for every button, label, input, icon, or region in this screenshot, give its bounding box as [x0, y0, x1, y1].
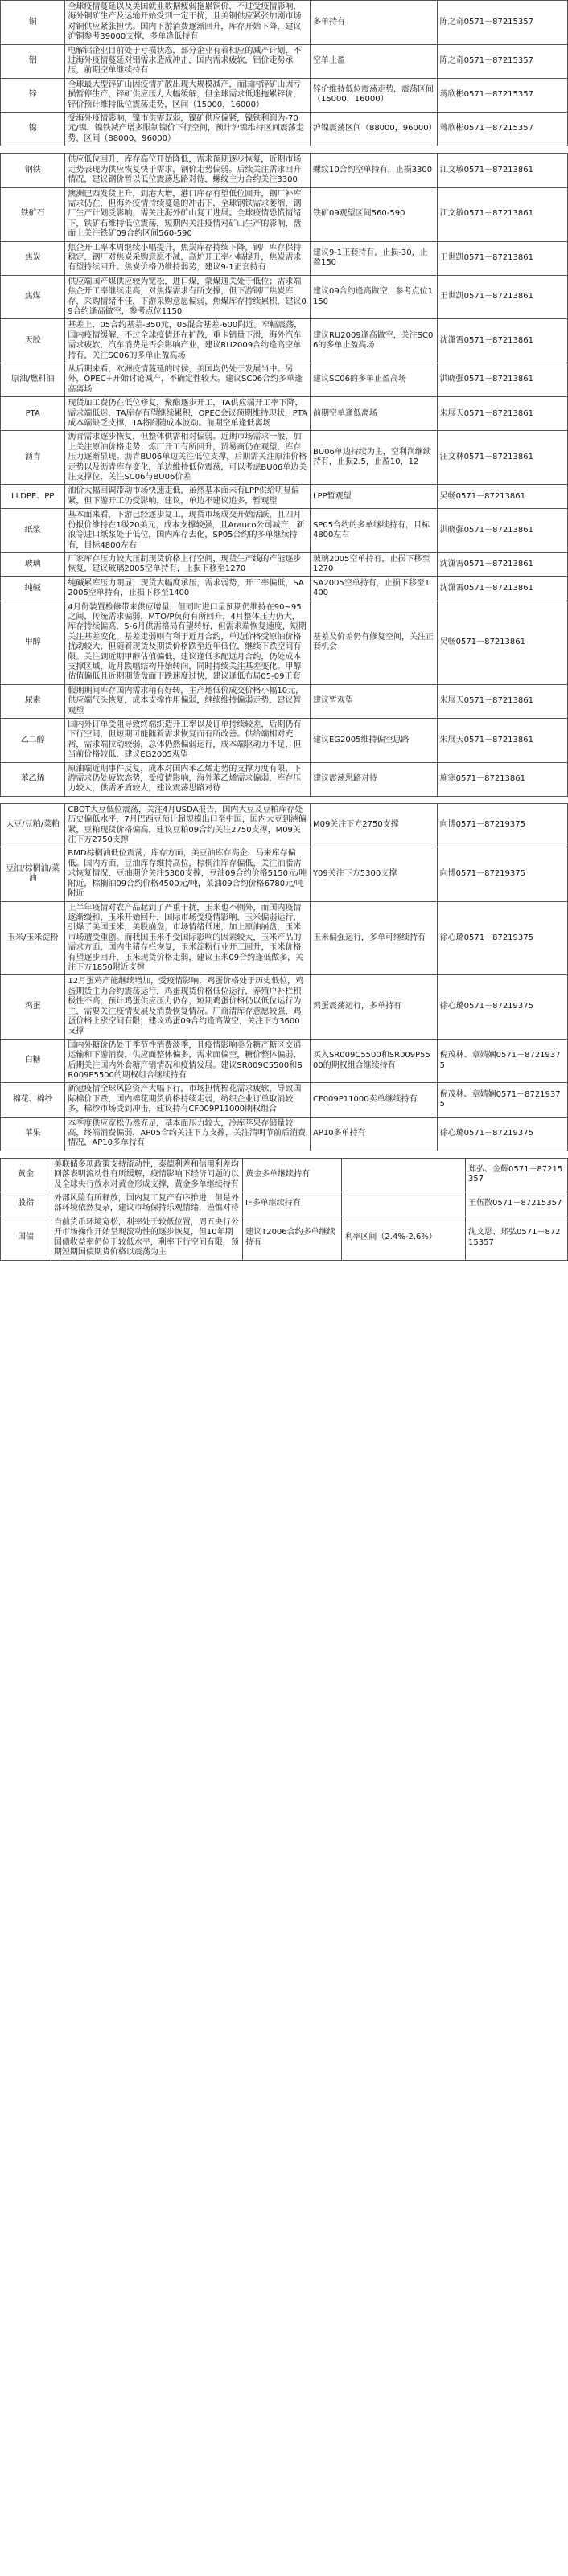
analyst-contact: 洪晓强0571－87213861: [437, 509, 567, 553]
table-row: [1, 509, 568, 553]
market-view: 假期期间库存国内需求稍有好转，主产地低价成交价格小幅10元，供应端气头恢复，成本支撑作用偏弱，继续维持偏弱走势，建议暂观望: [65, 684, 311, 718]
analyst-contact: 陈之奇0571－87215357: [437, 1, 567, 45]
analyst-contact: 徐心璐0571－87219375: [437, 1117, 567, 1151]
section-gap: [0, 146, 568, 153]
commodity-name: 焦炭: [1, 241, 65, 275]
table-row: [1, 762, 568, 796]
strategy: 黄金多单继续持有: [243, 1158, 342, 1192]
strategy: 沪镍震荡区间（88000，96000）: [310, 113, 437, 146]
table-row: [1, 1216, 568, 1260]
table-row: [1, 847, 568, 901]
analyst-contact: 郑弘、金辉0571－87215357: [466, 1158, 568, 1192]
market-view: 全球最大型锌矿山因疫情扩散出现大规模减产，而国内锌矿山因亏损暂停生产，锌矿供应压力大幅缓解，但全球需求低迷拖累锌价，锌价预计维持低位震荡走势，区间（15000，16000）: [65, 78, 311, 112]
market-view: 基差上，05合约基差-350元，05混合基差-600附近。窄幅震荡，国内疫情缓解，不过全球疫情还在扩散，重卡销量下滑，海外汽车需求疲软，汽车消费是否会影响产业，建议RU2009合约逢高空单持有，关注SC06的多单止盈高场: [65, 319, 311, 363]
commodity-name: 纯碱: [1, 576, 65, 601]
market-view: 上半年疫情对农产品起到了严重干扰，玉米也不例外，而国内疫情逐渐缓和，玉米开始回升，国际市场受疫情影响，玉米偏弱运行，引爆了美国玉米，美股崩盘，市场情绪低迷，加上原油崩盘，玉米市场遭受重创。而我国玉米不受国际影响的因素较大，玉米产品的需求方面，国内生猪存栏恢复，玉米淀粉行业开工回升，玉米价格有望逐步回升，玉米现货价格走弱，建议玉米09合约逢低做多，关注下方1850附近支撑: [65, 901, 311, 975]
commodity-name: 苹果: [1, 1117, 65, 1151]
commodity-name: 国债: [1, 1216, 51, 1260]
market-view: 美联储多项政策支持流动性，泰德利差和信用利差均回落表明流动性有所缓解，疫情影响下经济问题的以及全球央行放水对黄金形成支撑，黄金多单继续持有: [51, 1158, 242, 1192]
strategy: M09关注下方2750支撑: [310, 803, 437, 847]
analyst-contact: 徐心璐0571－87219375: [437, 901, 567, 975]
analyst-contact: 朱展天0571－87213861: [437, 719, 567, 763]
market-view: 全球疫情蔓延以及美国就业数据疲弱拖累铜价，不过受疫情影响，海外铜矿生产及运输开始受到一定干扰，且美铜供应紧张加剧市场对铜供应紧张担忧。国内下游消费逐渐回升，库存开始下降，建议沪铜参考39000支撑，多单逢低持有: [65, 1, 311, 45]
finance-table: [0, 1158, 568, 1261]
analyst-contact: 汪文林0571－87213861: [437, 431, 567, 485]
analyst-contact: 向博0571－87219375: [437, 803, 567, 847]
commodity-name: PTA: [1, 397, 65, 431]
analyst-contact: 沈潇霄0571－87213861: [437, 319, 567, 363]
analyst-contact: 向博0571－87219375: [437, 847, 567, 901]
commodity-name: 豆油/棕榈油/菜油: [1, 847, 65, 901]
commodity-name: 钢铁: [1, 154, 65, 187]
table-row: [1, 975, 568, 1039]
commodity-name: 甲醇: [1, 601, 65, 684]
market-view: 现货加工费仍在低位修复，聚酯逐步开工，TA供应端开工率下降，需求端低迷，TA库存有望继续累积，OPEC会议预期维持现状，PTA成本端缺乏支撑，TA将跟随成本波动。前期空单逢低离场: [65, 397, 311, 431]
market-view: 澳洲巴西发货上升，到港大增，港口库存有望低位回升，钢厂补库需求仍在，但海外疫情持续蔓延的冲击下，全球钢铁需求萎缩，钢厂生产计划受影响，需关注海外矿山复工进展。全球疫情恐慌情绪下，铁矿石维持低位震荡，短期内关注疫情对矿山生产的影响，盘面上关注铁矿09合约区间560-590: [65, 187, 311, 241]
commodity-name: 苯乙烯: [1, 762, 65, 796]
table-row: [1, 319, 568, 363]
table-row: [1, 78, 568, 112]
section-gap: [0, 1151, 568, 1158]
commodity-name: 乙二醇: [1, 719, 65, 763]
analyst-contact: 王世凯0571－87213861: [437, 275, 567, 319]
black-table: [0, 153, 568, 797]
table-row: [1, 397, 568, 431]
strategy: 建议SC06的多单止盈高场: [310, 363, 437, 397]
table-row: [1, 719, 568, 763]
table-row: [1, 44, 568, 78]
table-row: [1, 601, 568, 684]
analyst-contact: 江文敏0571－87213861: [437, 187, 567, 241]
commodity-name: 大豆/豆粕/菜粕: [1, 803, 65, 847]
table-row: [1, 113, 568, 146]
commodity-name: 天胶: [1, 319, 65, 363]
market-view: 电解铝企业目前处于亏损状态，部分企业有着相应的减产计划，不过海外疫情蔓延对铝需求造成冲击，国内需求疲软，铝价走势承压，前期空单继续持有: [65, 44, 311, 78]
market-view: 新冠疫情全球风险资产大幅下行，市场担忧棉花需求疲软，导致国际棉价下跌，国内棉花期货价格持续走弱，纺织企业订单取消较多，棉纱市场受到冲击，建议持有CF009P11000期权组合: [65, 1083, 311, 1117]
market-view: 4月份装置检修带来供应增量，但同时进口量预期仍维持在90~95之间，传统需求偏弱，MTO/P负荷有所回升，4月整体压力仍大，库存持续偏高，5-6月供需格局有望转好，但需求端恢复速度，短期关注基差变化。基差走弱则有利于近月合约，单边价格受原油价格扰动较大，但随着现货及期货价格跌至近年低位，继续下跌空间有限。关注到近期甲醇估值偏低，建议逢低多配远月合约，仍处成本支撑区域，近月跌幅结构开始转向，同时持续关注基差变化。甲醇估值偏低且近期期货盘面下跌速度过快，建议逢低布局05-09正套: [65, 601, 311, 684]
analyst-contact: 施寒0571－87213861: [437, 762, 567, 796]
table-row: [1, 576, 568, 601]
table-row: [1, 431, 568, 485]
market-view: CBOT大豆低位震荡，关注4月USDA报告，国内大豆及豆粕库存处历史偏低水平，7月巴西豆预计超规模出口至中国，国内大豆到港偏紧，豆粕现货价格偏高，建议豆粕09合约关注2750支撑，M09关注下方2750支撑: [65, 803, 311, 847]
analyst-contact: 吴畅0571－87213861: [437, 601, 567, 684]
commodity-name: 纸浆: [1, 509, 65, 553]
strategy: 鸡蛋震荡运行，多单持有: [310, 975, 437, 1039]
analyst-contact: 沈文思、郑弘0571－87215357: [466, 1216, 568, 1260]
strategy: 基差及价差仍有修复空间，关注正套机会: [310, 601, 437, 684]
table-row: [1, 363, 568, 397]
commodity-name: 玻璃: [1, 552, 65, 576]
commodity-name: 铜: [1, 1, 65, 45]
table-row: [1, 1117, 568, 1151]
strategy: Y09关注下方5300支撑: [310, 847, 437, 901]
table-row: [1, 901, 568, 975]
market-view: 12月蛋鸡产能继续增加，受疫情影响，鸡蛋价格处于历史低位，鸡蛋期货主力合约震荡运行，鸡蛋现货价格低位运行，养殖户补栏积极性不高，预计鸡蛋供应压力仍存，短期鸡蛋价格仍以低位运行为主，需要关注疫情发展及消费恢复情况。厂商清库存意愿较强，鸡蛋价格上涨空间有限，建议鸡蛋09合约逢高做空，关注下方3600支撑: [65, 975, 311, 1039]
strategy: 建议09合约逢高做空，参考点位1150: [310, 275, 437, 319]
market-view: 供应端国产煤供应较为宽松，进口煤，蒙煤通关处于低位；需求端焦企开工率继续走高，对焦煤需求有所支撑，但下游钢厂焦炭库存，采购情绪不佳，下游采购意愿偏弱，焦煤库存持续累积，建议09合约逢高做空，参考点位1150: [65, 275, 311, 319]
strategy: LPP暂观望: [310, 485, 437, 509]
strategy: 锌价维持低位震荡走势，震荡区间（15000，16000）: [310, 78, 437, 112]
strategy: 建议暂观望: [310, 684, 437, 718]
extra-note: [342, 1192, 466, 1216]
analyst-contact: 蒋欣彬0571－87215357: [437, 113, 567, 146]
strategy: 买入SR009C5500和SR009P5500的期权组合继续持有: [310, 1039, 437, 1083]
analyst-contact: 吴畅0571－87213861: [437, 485, 567, 509]
analyst-contact: 陈之奇0571－87215357: [437, 44, 567, 78]
strategy: 铁矿09观望区间560-590: [310, 187, 437, 241]
strategy: 建议T2006合约多单继续持有: [243, 1216, 342, 1260]
market-view: 焦企开工率本周继续小幅提升，焦炭库存持续下降，钢厂库存保持稳定，钢厂对焦炭采购意愿不减，高炉开工率小幅提升，焦炭需求有望持续回升。焦炭价格仍维持弱势，建议9-1正套持有: [65, 241, 311, 275]
commodity-name: 棉花、棉纱: [1, 1083, 65, 1117]
strategy: SP05合约的多单继续持有，目标4800左右: [310, 509, 437, 553]
analyst-contact: 朱展天0571－87213861: [437, 684, 567, 718]
commodity-name: 铝: [1, 44, 65, 78]
market-view: 外部风险有所释放，国内复工复产有序推进，但是外部环境依然复杂，建议市场保持乐观情绪，谨慎对待: [51, 1192, 242, 1216]
commodity-name: 原油/燃料油: [1, 363, 65, 397]
analyst-contact: 蒋欣彬0571－87215357: [437, 78, 567, 112]
agri-table: [0, 803, 568, 1151]
table-row: [1, 154, 568, 187]
strategy: 建议RU2009逢高做空，关注SC06的多单止盈高场: [310, 319, 437, 363]
strategy: 多单持有: [310, 1, 437, 45]
analyst-contact: 王伍散0571－87215357: [466, 1192, 568, 1216]
strategy: AP10多单持有: [310, 1117, 437, 1151]
analyst-contact: 江文敏0571－87213861: [437, 154, 567, 187]
analyst-contact: 沈潇霄0571－87213861: [437, 576, 567, 601]
analyst-contact: 沈潇霄0571－87213861: [437, 552, 567, 576]
analyst-contact: 徐心璐0571－87219375: [437, 975, 567, 1039]
commodity-name: 股指: [1, 1192, 51, 1216]
table-row: [1, 275, 568, 319]
commodity-name: 尿素: [1, 684, 65, 718]
commodity-name: 玉米/玉米淀粉: [1, 901, 65, 975]
strategy: 建议EG2005维持偏空思路: [310, 719, 437, 763]
analyst-contact: 王世凯0571－87213861: [437, 241, 567, 275]
strategy: 螺纹10合约空单持有，止损3300: [310, 154, 437, 187]
analyst-contact: 倪茂林、章婧娴0571－87219375: [437, 1039, 567, 1083]
table-row: [1, 485, 568, 509]
market-view: 纯碱累库压力明显，现货大幅度承压，需求弱势，开工率偏低，SA2005空单持有，止损下移至1400: [65, 576, 311, 601]
commodity-name: 黄金: [1, 1158, 51, 1192]
strategy: 玻璃2005空单持有，止损下移至1270: [310, 552, 437, 576]
table-row: [1, 1192, 568, 1216]
table-row: [1, 241, 568, 275]
table-row: [1, 1083, 568, 1117]
strategy: 建议9-1正套持有，止损-30，止盈150: [310, 241, 437, 275]
commodity-name: 焦煤: [1, 275, 65, 319]
market-view: 基本面来看，下游已经逐步复工，现货市场成交开始活跃，且四月份报价维持在1级20美元，成本支撑较强，且Arauco公司减产，新浪等进口纸浆处于低位，国内库存去化，SP05合约的多单继续持有，目标4800左右: [65, 509, 311, 553]
market-view: 供应低位回升，库存高位开始降低，需求预期逐步恢复，近期市场走势表现为供应恢复快于需求，钢价走势偏弱。后续关注需求回升情况，建议钢价暂以低位震荡思路对待，螺纹主力合约关注3300: [65, 154, 311, 187]
strategy: SA2005空单持有，止损下移至1400: [310, 576, 437, 601]
commodity-name: 镍: [1, 113, 65, 146]
table-row: [1, 1158, 568, 1192]
analyst-contact: 洪晓强0571－87213861: [437, 363, 567, 397]
strategy: 建议震荡思路对待: [310, 762, 437, 796]
analyst-contact: 朱展天0571－87213861: [437, 397, 567, 431]
market-view: 油价大幅回调带动市场快速走低，虽然基本面未有LPP供给明显偏紧，但下游开工仍受影响，建议，单边不建议追多，暂观望: [65, 485, 311, 509]
strategy: BU06单边持续为主，空利润继续持有，止损2.5，止盈10，12: [310, 431, 437, 485]
strategy: 玉米偏强运行，多单可继续持有: [310, 901, 437, 975]
metals-table: [0, 0, 568, 146]
strategy: 前期空单逢低离场: [310, 397, 437, 431]
table-row: [1, 684, 568, 718]
market-view: 本季度供应宽松仍然充足，基本面压力较大，冷库苹果存储量较高，终端消费偏弱，AP05合约关注下方支撑，关注清明节前后消费情况，AP10多单持有: [65, 1117, 311, 1151]
commodity-name: LLDPE、PP: [1, 485, 65, 509]
table-row: [1, 1039, 568, 1083]
market-view: 厂家库存压力较大压制现货价格上行空间，现货生产线的产能逐步恢复，建议玻璃2005空单持有，止损下移至1270: [65, 552, 311, 576]
market-view: 沥青需求逐步恢复，但整体供需相对偏弱。近期市场需求一般，加上关注原油价格走势；炼厂开工有所回升，贸易商仍在观望，库存压力逐渐显现。沥青BU06单边关注低位支撑，后期需关注原油价格走势以及沥青库存变化，单边维持低位震荡，可以考虑BU06单边关注支撑位，关注SC06与BU06价差: [65, 431, 311, 485]
market-view: 国内外订单受阻导致终端织造开工率以及订单持续较差，后期仍有下行空间，但短期可能随着需求恢复而有所改善。供给端相对充裕，需求端拉动较弱，总体仍然偏弱运行，成本端驱动力不足，但当前价格较低，建议EG2005观望: [65, 719, 311, 763]
market-view: BMD棕榈油低位震荡，库存方面，美豆油库存高企，马来库存偏低。国内方面，豆油库存维持高位，棕榈油库存偏低，关注油脂需求恢复情况，豆油期价关注5300支撑，豆油09合约价格5150元/吨附近，棕榈油09合约价格4500元/吨，菜油09合约价格6780元/吨附近: [65, 847, 311, 901]
market-view: 从后期来看，欧洲疫情蔓延的时候，美国均仍处于发展当中。另外，OPEC+开始讨论减产，不确定性较大。建议SC06合约多单逢高离场: [65, 363, 311, 397]
commodity-name: 锌: [1, 78, 65, 112]
market-view: 当前货币环境宽松，利率处于较低位置，周五央行公开市场操作开始呈现流动性的逐步恢复，但10年期国债收益率仍位于较低水平，利率下行空间有限，预期短期国债期货价格以震荡为主: [51, 1216, 242, 1260]
commodity-name: 铁矿石: [1, 187, 65, 241]
commodity-name: 白糖: [1, 1039, 65, 1083]
commodity-name: 沥青: [1, 431, 65, 485]
table-row: [1, 187, 568, 241]
strategy: IF多单继续持有: [243, 1192, 342, 1216]
table-row: [1, 1, 568, 45]
extra-note: [342, 1158, 466, 1192]
market-view: 原油端近期事件反复，成本对国内苯乙烯走势的支撑力度有限，下游需求仍处疲软态势，受疫情影响，海外苯乙烯需求偏弱，库存压力较大，供需矛盾较大，建议震荡思路对待: [65, 762, 311, 796]
commodity-name: 鸡蛋: [1, 975, 65, 1039]
research-sheet: [0, 0, 568, 1261]
analyst-contact: 倪茂林、章婧娴0571－87219375: [437, 1083, 567, 1117]
table-row: [1, 552, 568, 576]
strategy: CF009P11000卖单继续持有: [310, 1083, 437, 1117]
section-gap: [0, 797, 568, 803]
market-view: 国内外糖价仍处于季节性消费淡季，且疫情影响美分糖产糖区交通运输和下游消费，供应面整体偏多，需求面偏空，糖价整体偏弱，后期关注国内外食糖产销情况和疫情发展。建议SR009C5500和SR009P5500的期权组合继续持有: [65, 1039, 311, 1083]
table-row: [1, 803, 568, 847]
extra-note: 利率区间（2.4%-2.6%）: [342, 1216, 466, 1260]
strategy: 空单止盈: [310, 44, 437, 78]
market-view: 受海外疫情影响，镍市供需双弱，镍矿供应偏紧，镍铁利润为-70元/镍，镍铁减产增多限制镍价下行空间，预计沪镍维持区间震荡走势，区间（88000，96000）: [65, 113, 311, 146]
